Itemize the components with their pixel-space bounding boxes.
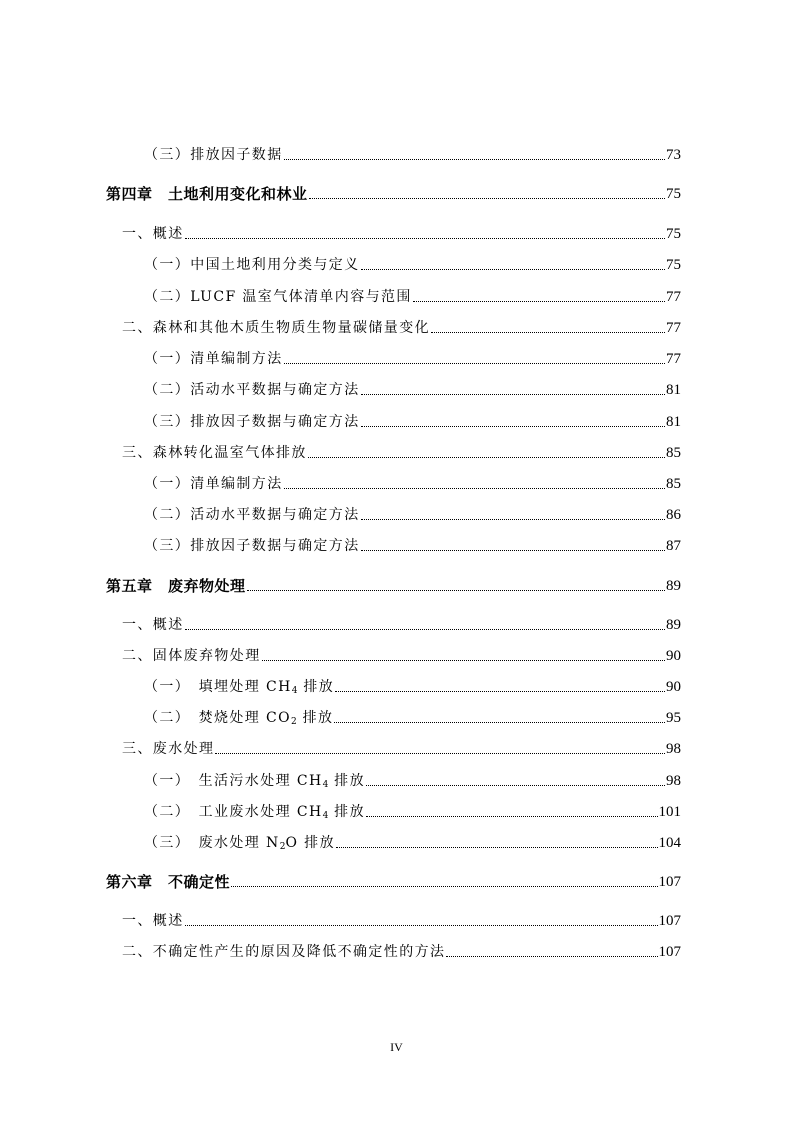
dot-leader <box>309 198 665 199</box>
toc-entry-title <box>106 185 308 203</box>
subscript: 4 <box>322 811 329 821</box>
toc-entry-title-suffix: 排放 <box>328 804 365 820</box>
toc-entry-title <box>106 577 246 595</box>
toc-entry-title <box>144 146 283 164</box>
toc-entry[interactable] <box>144 256 681 274</box>
toc-page-number: 90 <box>666 679 681 695</box>
toc-entry-title-text: （一）清单编制方法 <box>144 476 283 492</box>
toc-page-number: 104 <box>658 835 681 851</box>
toc-entry-title <box>144 475 283 493</box>
toc-entry-title-text: 二、固体废弃物处理 <box>122 648 261 664</box>
toc-page-number: 81 <box>666 382 681 398</box>
toc-entry-title-text: 一、概述 <box>122 617 184 633</box>
dot-leader <box>284 363 665 364</box>
toc-entry-title <box>122 225 184 243</box>
toc-entry-title-text: 第四章 土地利用变化和林业 <box>106 185 308 203</box>
subscript: 2 <box>291 717 297 727</box>
toc-entry-title-text: （三） 废水处理 N <box>144 835 280 851</box>
toc-page-number: 98 <box>666 773 681 789</box>
toc-page-number: 75 <box>666 226 681 242</box>
toc-entry-title-text: 第五章 废弃物处理 <box>106 577 246 595</box>
toc-page-number: 81 <box>666 414 681 430</box>
subscript: 4 <box>322 780 329 790</box>
toc-entry-title <box>144 381 360 399</box>
toc-entry[interactable] <box>144 772 681 790</box>
toc-page-number: 77 <box>666 351 681 367</box>
toc-page-number: 87 <box>666 538 681 554</box>
subscript: 4 <box>291 686 298 696</box>
toc-entry-title-text: （二）活动水平数据与确定方法 <box>144 382 360 398</box>
dot-leader <box>215 753 665 754</box>
toc-entry[interactable] <box>122 647 681 665</box>
toc-entry-title-text: 三、森林转化温室气体排放 <box>122 445 307 461</box>
dot-leader <box>231 886 657 887</box>
toc-entry-title <box>144 834 335 852</box>
dot-leader <box>335 691 665 692</box>
dot-leader <box>308 457 665 458</box>
dot-leader <box>284 488 665 489</box>
toc-entry-title <box>122 444 307 462</box>
toc-chapter-entry[interactable] <box>106 577 681 595</box>
dot-leader <box>185 629 665 630</box>
toc-entry-title <box>144 678 334 696</box>
toc-entry-title <box>144 288 412 306</box>
toc-entry-title <box>122 647 261 665</box>
toc-entry-title-text: 二、不确定性产生的原因及降低不确定性的方法 <box>122 944 446 960</box>
toc-entry[interactable] <box>122 616 681 634</box>
toc-entry-title-text: 二、森林和其他木质生物质生物量碳储量变化 <box>122 320 430 336</box>
toc-entry[interactable] <box>144 834 681 852</box>
dot-leader <box>336 847 658 848</box>
toc-entry-title-text: （二） 工业废水处理 CH <box>144 804 323 820</box>
toc-entry-title <box>144 256 360 274</box>
toc-chapter-entry[interactable] <box>106 873 681 891</box>
toc-entry-title <box>144 506 360 524</box>
page-number: IV <box>390 1040 403 1054</box>
toc-entry-title <box>122 912 184 930</box>
toc-entry[interactable] <box>144 381 681 399</box>
toc-page-number: 89 <box>666 578 681 594</box>
toc-entry-title-text: （二） 焚烧处理 CO <box>144 710 292 726</box>
toc-page-number: 85 <box>666 445 681 461</box>
toc-entry-title-suffix: O 排放 <box>285 835 335 851</box>
toc-entry[interactable] <box>144 288 681 306</box>
toc-entry[interactable] <box>144 146 681 164</box>
toc-entry-title-suffix: 排放 <box>297 679 335 695</box>
toc-entry-title <box>144 413 360 431</box>
dot-leader <box>361 269 665 270</box>
toc-page-number: 90 <box>666 648 681 664</box>
toc-entry[interactable] <box>144 537 681 555</box>
toc-page-number: 85 <box>666 476 681 492</box>
dot-leader <box>185 238 665 239</box>
dot-leader <box>361 394 665 395</box>
toc-entry[interactable] <box>144 350 681 368</box>
toc-page-number: 98 <box>666 741 681 757</box>
dot-leader <box>284 159 665 160</box>
toc-entry[interactable] <box>144 413 681 431</box>
toc-entry[interactable] <box>122 943 681 961</box>
toc-page-number: 77 <box>666 289 681 305</box>
toc-entry[interactable] <box>144 709 681 727</box>
toc-entry-title-suffix: 排放 <box>296 710 334 726</box>
toc-entry-title-text: 一、概述 <box>122 913 184 929</box>
toc-page-number: 86 <box>666 507 681 523</box>
toc-entry[interactable] <box>122 912 681 930</box>
toc-entry-title <box>122 616 184 634</box>
dot-leader <box>334 722 665 723</box>
toc-entry-title-text: 三、废水处理 <box>122 741 215 757</box>
toc-page-number: 77 <box>666 320 681 336</box>
toc-page-number: 75 <box>666 257 681 273</box>
toc-entry[interactable] <box>144 678 681 696</box>
dot-leader <box>366 816 658 817</box>
dot-leader <box>247 590 665 591</box>
toc-entry[interactable] <box>144 475 681 493</box>
toc-entry-title <box>144 537 360 555</box>
toc-entry-title-text: 第六章 不确定性 <box>106 873 231 891</box>
dot-leader <box>431 332 665 333</box>
toc-page-number: 95 <box>666 710 681 726</box>
toc-entry-title <box>144 803 365 821</box>
toc-entry-title <box>122 740 214 758</box>
toc-entry[interactable] <box>144 803 681 821</box>
dot-leader <box>262 660 665 661</box>
toc-entry-title-text: （一） 生活污水处理 CH <box>144 773 323 789</box>
toc-page-number: 107 <box>658 944 681 960</box>
toc-chapter-entry[interactable] <box>106 185 681 203</box>
toc-entry-title-text: （二）LUCF 温室气体清单内容与范围 <box>144 289 412 305</box>
toc-entry-title-text: （三）排放因子数据与确定方法 <box>144 538 360 554</box>
toc-page-number: 75 <box>666 186 681 202</box>
toc-entry[interactable] <box>144 506 681 524</box>
toc-entry-title-text: （二）活动水平数据与确定方法 <box>144 507 360 523</box>
toc-entry[interactable] <box>122 225 681 243</box>
toc-page-number: 107 <box>658 874 681 890</box>
toc-entry[interactable] <box>122 740 681 758</box>
toc-page-number: 107 <box>658 913 681 929</box>
toc-page-number: 89 <box>666 617 681 633</box>
toc-entry[interactable] <box>122 319 681 337</box>
toc-entry-title-text: 一、概述 <box>122 226 184 242</box>
toc-entry-title-text: （一）清单编制方法 <box>144 351 283 367</box>
toc-entry[interactable] <box>122 444 681 462</box>
toc-entry-title-text: （一）中国土地利用分类与定义 <box>144 257 360 273</box>
subscript: 2 <box>279 842 286 852</box>
toc-entry-title <box>122 943 445 961</box>
toc-entry-title <box>106 873 230 891</box>
dot-leader <box>446 956 657 957</box>
dot-leader <box>366 785 665 786</box>
toc-entry-title-text: （一） 填埋处理 CH <box>144 679 292 695</box>
toc-entry-title <box>144 772 365 790</box>
toc-page-number: 73 <box>666 147 681 163</box>
toc-entry-title <box>122 319 430 337</box>
toc-entry-title <box>144 709 333 727</box>
dot-leader <box>185 925 658 926</box>
dot-leader <box>361 519 665 520</box>
toc-entry-title <box>144 350 283 368</box>
toc-entry-title-text: （三）排放因子数据 <box>144 147 283 163</box>
dot-leader <box>361 550 665 551</box>
toc-page-number: 101 <box>658 804 681 820</box>
dot-leader <box>361 426 665 427</box>
toc-entry-title-text: （三）排放因子数据与确定方法 <box>144 414 360 430</box>
toc-entry-title-suffix: 排放 <box>328 773 365 789</box>
dot-leader <box>413 301 665 302</box>
